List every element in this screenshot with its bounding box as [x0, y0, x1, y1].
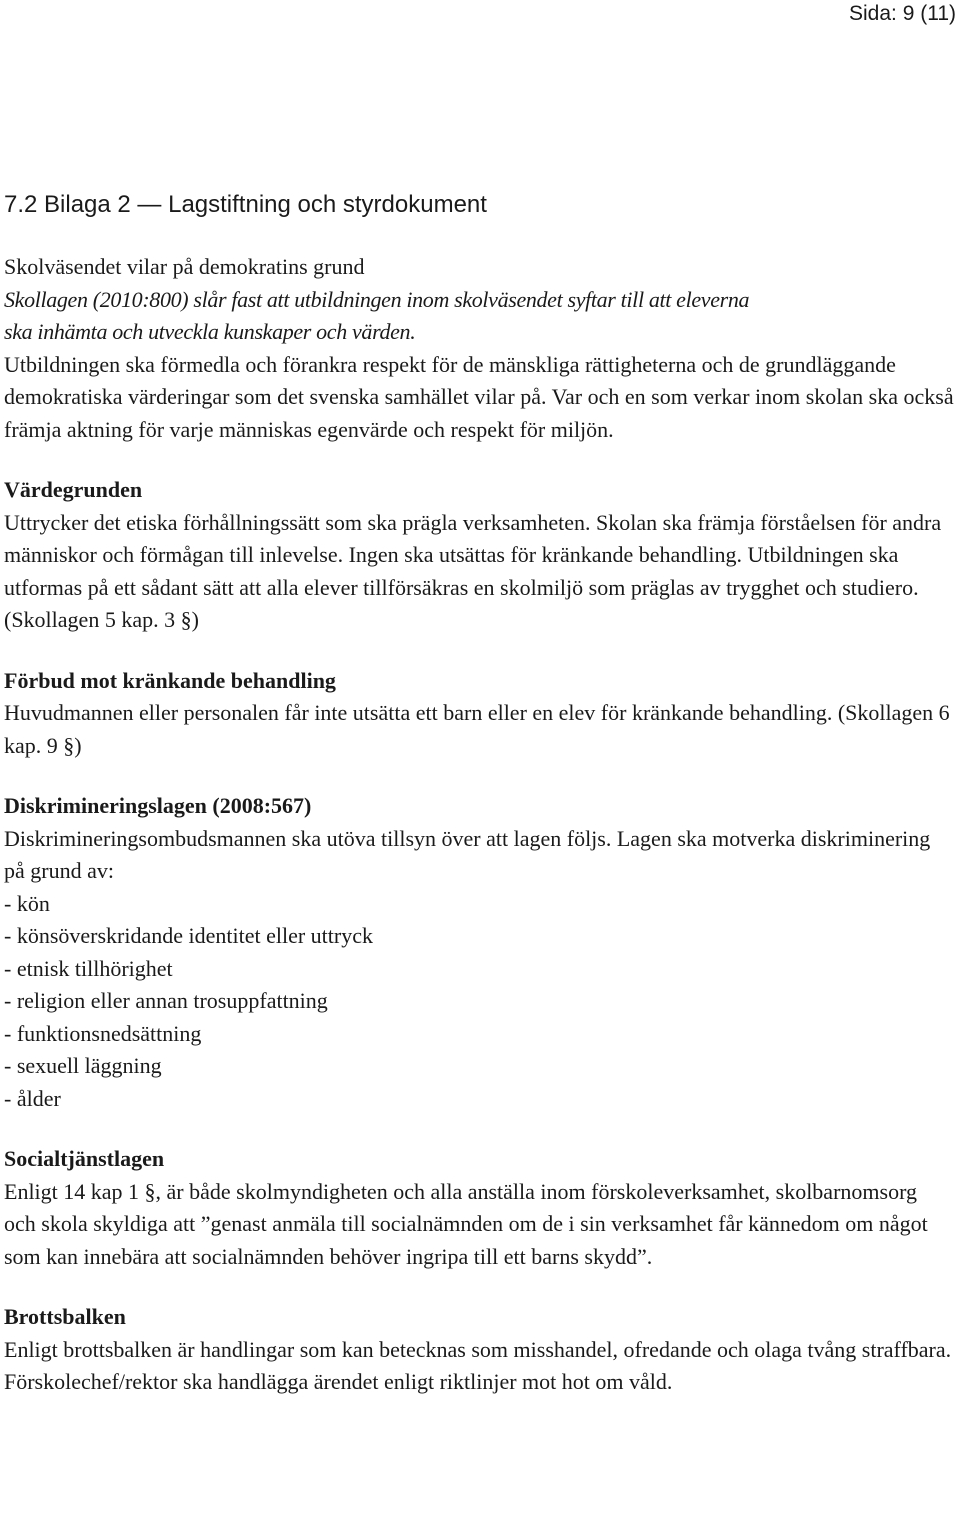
document-body	[4, 251, 954, 1399]
socialtjanst-heading: Socialtjänstlagen	[4, 1146, 165, 1171]
vardegrunden-paragraph: Uttrycker det etiska förhållningssätt som ska prägla verksamheten. Skolan ska främja förståelsen för andra människor och förmågan till inlevelse. Ingen ska utsättas för kränkande behandling. Utbildningen ska utformas på ett sådant sätt att alla elever tillförsäkras en skolmiljö som präglas av trygghet och studiero. (Skollagen 5 kap. 3 §)	[4, 509, 942, 632]
brottsbalken-section	[4, 1301, 954, 1399]
forbud-paragraph: Huvudmannen eller personalen får inte utsätta ett barn eller en elev för kränkande behandling. (Skollagen 6 kap. 9 §)	[4, 700, 950, 758]
intro-paragraph: Utbildningen ska förmedla och förankra respekt för de mänskliga rättigheterna och de grundläggande demokratiska värderingar som det svenska samhället vilar på. Var och en som verkar inom skolan ska också främja aktning för varje människas egenvärde och respekt för miljön.	[4, 351, 954, 442]
forbud-heading: Förbud mot kränkande behandling	[4, 667, 336, 693]
list-item: - funktionsnedsättning	[4, 1020, 202, 1046]
list-item: - könsöverskridande identitet eller uttryck	[4, 923, 373, 948]
list-item: - etnisk tillhörighet	[4, 955, 173, 981]
vardegrunden-heading: Värdegrunden	[4, 477, 143, 502]
list-item: - religion eller annan trosuppfattning	[4, 988, 328, 1013]
intro-italic-line-1: Skollagen (2010:800) slår fast att utbildningen inom skolväsendet syftar till att eleverna	[4, 286, 750, 312]
diskriminering-section	[4, 790, 954, 1115]
brottsbalken-paragraph: Enligt brottsbalken är handlingar som kan betecknas som misshandel, ofredande och olaga tvång straffbara. Förskolechef/rektor ska handlägga ärendet enligt riktlinjer mot hot om våld.	[4, 1336, 952, 1394]
vardegrunden-section	[4, 474, 954, 637]
intro-heading: Skolväsendet vilar på demokratins grund	[4, 254, 365, 279]
list-item: - sexuell läggning	[4, 1053, 162, 1078]
intro-section	[4, 251, 954, 446]
diskriminering-heading: Diskrimineringslagen (2008:567)	[4, 793, 312, 818]
list-item: - ålder	[4, 1085, 61, 1111]
brottsbalken-heading: Brottsbalken	[4, 1304, 126, 1329]
list-item: - kön	[4, 890, 50, 916]
forbud-section	[4, 665, 954, 763]
diskriminering-paragraph: Diskrimineringsombudsmannen ska utöva tillsyn över att lagen följs. Lagen ska motverka diskriminering på grund av:	[4, 825, 931, 883]
socialtjanst-paragraph: Enligt 14 kap 1 §, är både skolmyndigheten och alla anställa inom förskoleverksamhet, skolbarnomsorg och skola skyldiga att ”genast anmäla till socialnämnden om de i sin verksamhet får kännedom om något som kan innebära att socialnämnden behöver ingripa till ett barns skydd”.	[4, 1178, 928, 1269]
section-title: 7.2 Bilaga 2 — Lagstiftning och styrdokument	[4, 191, 487, 218]
intro-italic-line-2: ska inhämta och utveckla kunskaper och värden.	[4, 319, 416, 344]
page-number: Sida: 9 (11)	[849, 2, 956, 25]
socialtjanst-section	[4, 1143, 954, 1273]
